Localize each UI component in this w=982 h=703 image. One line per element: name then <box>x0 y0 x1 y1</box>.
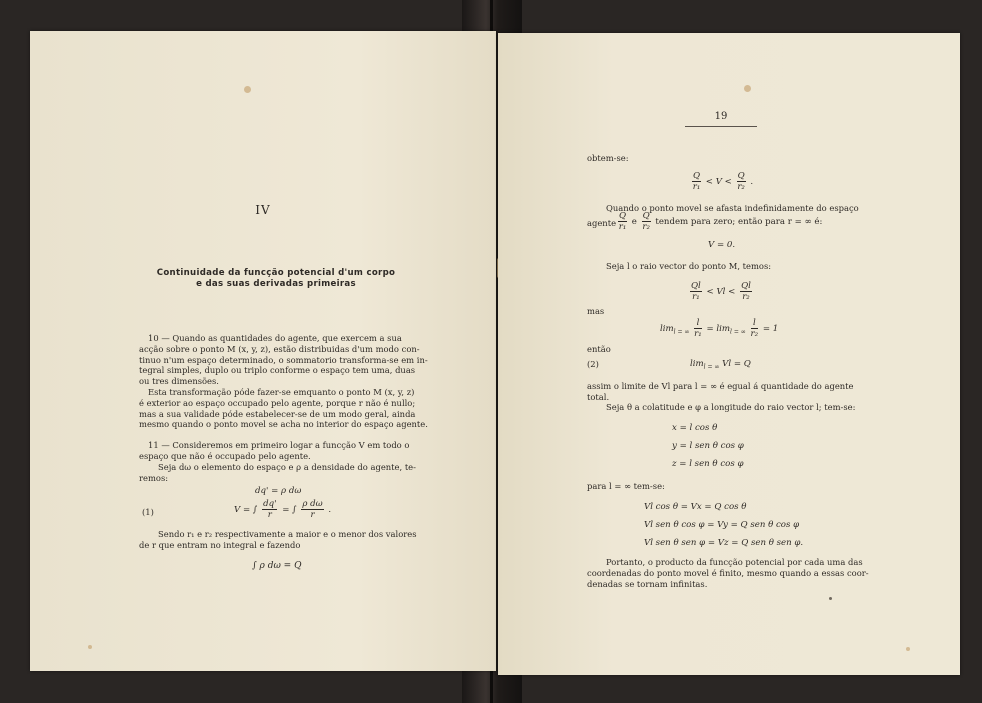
text-line: acção sobre o ponto M (x, y, z), estão distribuidas d'um modo con- <box>139 343 420 354</box>
text-line: ou tres dimensões. <box>139 376 219 387</box>
subscript: l = ∞ <box>730 328 746 336</box>
eq-part: lim <box>660 324 674 334</box>
eq-part: tendem para zero; então para r = ∞ é: <box>655 217 823 227</box>
eq-part: e <box>631 217 637 227</box>
fraction <box>692 171 701 192</box>
equation-1 <box>234 499 331 520</box>
eq-part: Vl = Q <box>722 359 751 369</box>
paper-stain <box>906 647 910 651</box>
page-number-rule <box>685 126 757 127</box>
denominator: r₂ <box>642 222 650 232</box>
paper-stain <box>88 645 92 649</box>
paragraph-10 <box>139 333 428 387</box>
fraction <box>690 281 702 302</box>
section-heading-line-1: Continuidade da funcção potencial d'um corpo <box>156 268 396 278</box>
denominator: r₂ <box>742 292 750 302</box>
denominator: r <box>267 510 272 520</box>
denominator: r₂ <box>750 329 759 339</box>
section-heading-line-2: e das suas derivadas primeiras <box>196 279 356 289</box>
equation-c1: Vl cos θ = Vx = Q cos θ <box>644 502 747 512</box>
numerator: Q <box>693 171 701 181</box>
equation-c2: Vl sen θ cos φ = Vy = Q sen θ cos φ <box>644 520 800 530</box>
eq-part: . <box>750 177 754 187</box>
denominator: r <box>310 510 315 520</box>
paragraph-assim <box>587 381 859 403</box>
text-line: total. <box>587 391 610 402</box>
paragraph-portanto <box>587 557 869 589</box>
eq-part: < Vl < <box>706 287 736 297</box>
fraction <box>301 499 323 520</box>
equation-c3: Vl sen θ sen φ = Vz = Q sen θ sen φ. <box>644 538 804 548</box>
text-seja-theta: Seja θ a colatitude e φ a longitude do raio vector l; tem-se: <box>606 402 856 412</box>
fraction <box>740 281 752 302</box>
eq-part: = ∫ <box>282 505 297 515</box>
text-para: para l = ∞ tem-se: <box>587 481 665 491</box>
text-line: Sendo r₁ e r₂ respectivamente a maior e o menor dos valores <box>158 529 417 539</box>
text-line: de r que entram no integral e fazendo <box>139 539 301 550</box>
fraction <box>642 211 651 232</box>
text-obtem: obtem-se: <box>587 153 629 163</box>
subscript: l = ∞ <box>703 363 720 371</box>
numerator: Ql <box>741 281 751 291</box>
paragraph-11-cont <box>139 462 416 484</box>
fraction <box>618 211 627 232</box>
text-quando: Quando o ponto movel se afasta indefinidamente do espaço <box>606 203 859 213</box>
paragraph-10-cont <box>139 387 428 430</box>
paper-stain <box>744 85 751 92</box>
equation-v0: V = 0. <box>708 240 736 250</box>
equation-2 <box>690 359 751 371</box>
text-line: mesmo quando o ponto movel se acha no interior do espaço agente. <box>139 419 428 430</box>
eq-part: = lim <box>706 324 731 334</box>
text-entao: então <box>587 344 611 354</box>
paper-stain <box>244 86 251 93</box>
text-line: Esta transformação póde fazer-se emquanto o ponto M (x, y, z) <box>148 387 415 397</box>
equation-a <box>690 171 753 192</box>
text-line: Portanto, o producto da funcção potencial por cada uma das <box>606 557 863 567</box>
equation-x: x = l cos θ <box>672 423 718 433</box>
numerator: Q <box>737 171 745 181</box>
fraction <box>751 318 759 339</box>
eq-part: = 1 <box>762 324 779 334</box>
text-line: denadas se tornam infinitas. <box>587 578 708 589</box>
paragraph-11 <box>139 440 411 462</box>
denominator: r₁ <box>692 182 701 192</box>
text-line: coordenadas do ponto movel é finito, mesmo quando a essas coor- <box>587 567 869 578</box>
denominator: r₁ <box>692 292 700 302</box>
numerator: Q <box>642 211 650 221</box>
denominator: r₂ <box>737 182 745 192</box>
text-line: é exterior ao espaço occupado pelo agente, porque r não é nullo; <box>139 397 416 408</box>
equation-label-2: (2) <box>587 359 599 369</box>
text-seja: Seja l o raio vector do ponto M, temos: <box>606 261 772 271</box>
text-agente: agente <box>587 218 617 228</box>
numerator: Q <box>619 211 627 221</box>
fraction <box>737 171 746 192</box>
equation-integral: ∫ ρ dω = Q <box>252 561 302 571</box>
text-line: tinuo n'um espaço determinado, o sommatorio transforma-se em in- <box>139 354 428 365</box>
numerator: dq' <box>263 499 277 509</box>
ink-dot <box>829 597 832 600</box>
right-page <box>498 33 960 675</box>
fraction <box>694 318 702 339</box>
eq-part: V = ∫ <box>234 505 258 515</box>
equation-label-1: (1) <box>142 507 154 517</box>
numerator: ρ dω <box>302 499 323 509</box>
text-line: Seja dω o elemento do espaço e ρ a densidade do agente, te- <box>158 462 416 472</box>
text-line: remos: <box>139 472 169 483</box>
equation-lim <box>660 318 778 339</box>
paragraph-sendo <box>139 529 417 551</box>
eq-part: lim <box>690 359 704 369</box>
text-line: 11 — Consideremos em primeiro logar a funcção V em todo o <box>148 440 410 450</box>
chapter-number: IV <box>255 203 271 217</box>
text-line: tegral simples, duplo ou triplo conforme o espaço tem uma, duas <box>139 365 416 376</box>
equation-dq: dq' = ρ dω <box>255 486 302 496</box>
text-line: assim o limite de Vl para l = ∞ é egual á quantidade do agente <box>587 381 854 391</box>
numerator: Ql <box>691 281 701 291</box>
fraction <box>262 499 277 520</box>
eq-part: . <box>328 505 332 515</box>
left-page <box>30 31 496 671</box>
text-line: 10 — Quando as quantidades do agente, que exercem a sua <box>148 333 402 343</box>
eq-part: < V < <box>705 177 732 187</box>
denominator: r₁ <box>694 329 702 339</box>
text-mas: mas <box>587 306 605 316</box>
equation-y: y = l sen θ cos φ <box>672 441 744 451</box>
text-line: mas a sua validade póde estabelecer-se de um modo geral, ainda <box>139 408 416 419</box>
text-line: espaço que não é occupado pelo agente. <box>139 450 311 461</box>
numerator: l <box>751 318 759 329</box>
numerator: l <box>694 318 702 329</box>
denominator: r₁ <box>618 222 627 232</box>
equation-b <box>688 281 754 302</box>
equation-z: z = l sen θ cos φ <box>672 459 744 469</box>
subscript: l = ∞ <box>673 328 690 336</box>
page-number: 19 <box>714 111 728 122</box>
equation-quando-tail <box>616 211 822 232</box>
